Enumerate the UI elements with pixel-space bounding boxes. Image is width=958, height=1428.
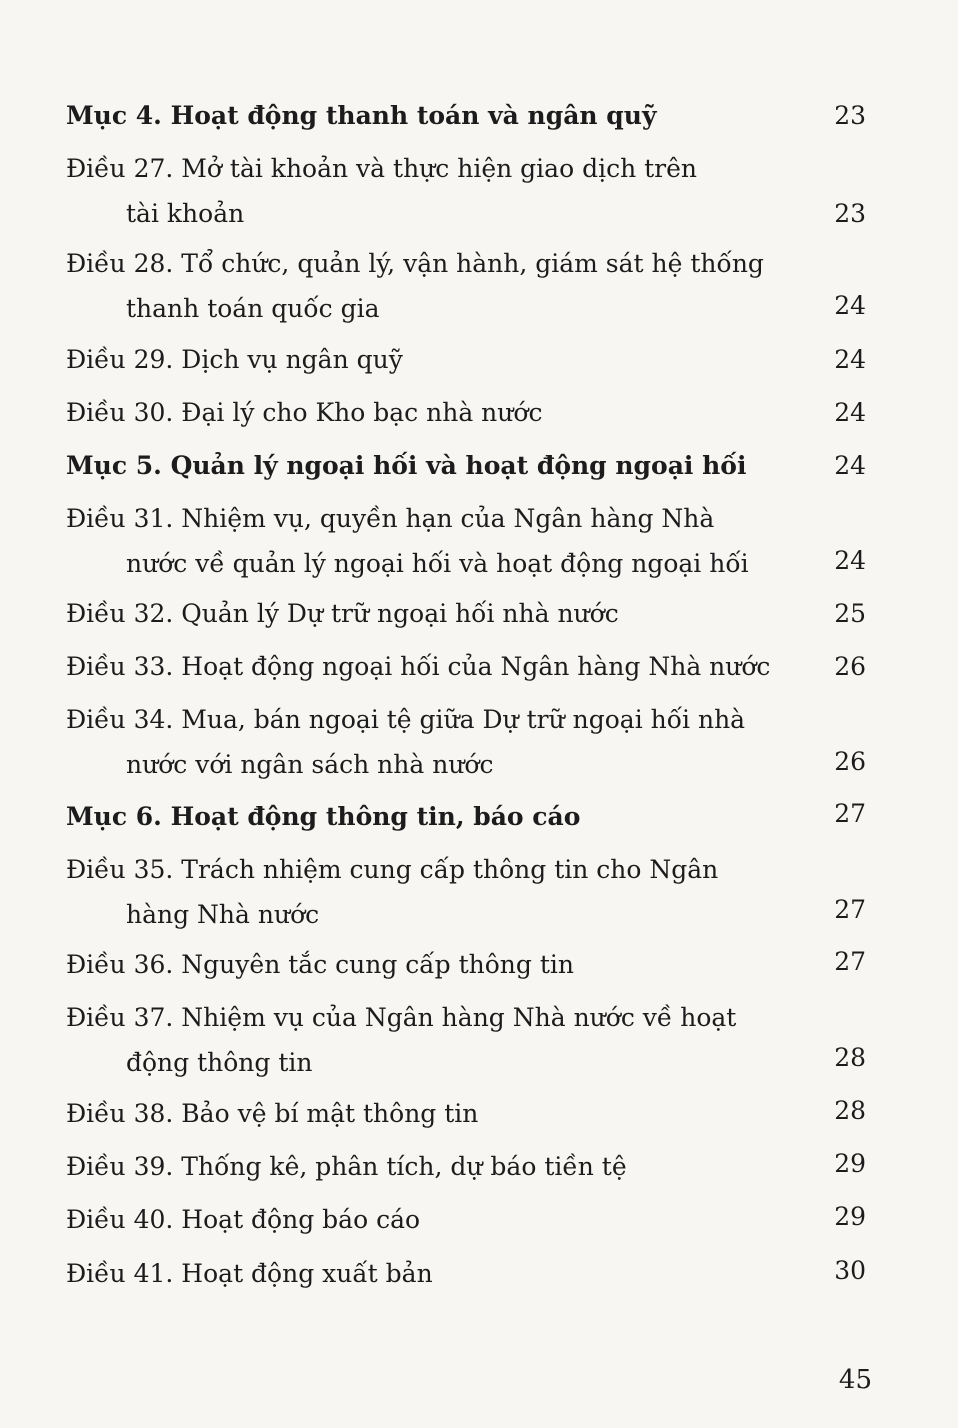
toc-entry-page: 23 bbox=[834, 199, 866, 228]
toc-entry-title: Điều 41. Hoạt động xuất bản bbox=[66, 1259, 433, 1288]
toc-entry-title-cont: hàng Nhà nước bbox=[126, 900, 320, 929]
toc-entry-title: Mục 5. Quản lý ngoại hối và hoạt động ngoại hối bbox=[66, 451, 747, 480]
toc-entry-page: 24 bbox=[834, 345, 866, 374]
toc-entry-title-cont: thanh toán quốc gia bbox=[126, 294, 380, 323]
toc-entry-title: Điều 30. Đại lý cho Kho bạc nhà nước bbox=[66, 398, 543, 427]
toc-entry-page: 27 bbox=[834, 947, 866, 976]
toc-entry-title: Điều 28. Tổ chức, quản lý, vận hành, giám sát hệ thống bbox=[66, 249, 764, 278]
toc-entry-title: Mục 4. Hoạt động thanh toán và ngân quỹ bbox=[66, 101, 657, 130]
toc-entry-page: 30 bbox=[834, 1256, 866, 1285]
toc-entry-page: 28 bbox=[834, 1043, 866, 1072]
toc-entry-title: Điều 40. Hoạt động báo cáo bbox=[66, 1205, 421, 1234]
toc-entry-title: Điều 33. Hoạt động ngoại hối của Ngân hàng Nhà nước bbox=[66, 652, 771, 681]
toc-entry-title-cont: tài khoản bbox=[126, 199, 245, 228]
toc-entry-title-cont: nước với ngân sách nhà nước bbox=[126, 750, 494, 779]
toc-entry-page: 25 bbox=[834, 599, 866, 628]
toc-entry-page: 27 bbox=[834, 799, 866, 828]
toc-entry-title: Điều 29. Dịch vụ ngân quỹ bbox=[66, 345, 403, 374]
toc-entry-page: 29 bbox=[834, 1149, 866, 1178]
toc-entry-page: 24 bbox=[834, 546, 866, 575]
toc-entry-title: Điều 31. Nhiệm vụ, quyền hạn của Ngân hàng Nhà bbox=[66, 504, 715, 533]
toc-entry-title: Điều 36. Nguyên tắc cung cấp thông tin bbox=[66, 950, 574, 979]
toc-entry-title: Điều 27. Mở tài khoản và thực hiện giao dịch trên bbox=[66, 154, 698, 183]
toc-entry-title: Điều 35. Trách nhiệm cung cấp thông tin cho Ngân bbox=[66, 855, 719, 884]
toc-entry-page: 28 bbox=[834, 1096, 866, 1125]
toc-entry-title: Điều 32. Quản lý Dự trữ ngoại hối nhà nước bbox=[66, 599, 619, 628]
toc-entry-title-cont: nước về quản lý ngoại hối và hoạt động ngoại hối bbox=[126, 549, 749, 578]
toc-entry-title-cont: động thông tin bbox=[126, 1048, 313, 1077]
toc-entry-title: Mục 6. Hoạt động thông tin, báo cáo bbox=[66, 802, 581, 831]
toc-entry-page: 29 bbox=[834, 1202, 866, 1231]
toc-entry-page: 24 bbox=[834, 451, 866, 480]
toc-entry-title: Điều 39. Thống kê, phân tích, dự báo tiền tệ bbox=[66, 1152, 627, 1181]
toc-entry-page: 26 bbox=[834, 747, 866, 776]
page-number: 45 bbox=[838, 1365, 872, 1395]
toc-entry-page: 27 bbox=[834, 895, 866, 924]
toc-entry-page: 23 bbox=[834, 101, 866, 130]
toc-entry-page: 24 bbox=[834, 398, 866, 427]
toc-entry-title: Điều 38. Bảo vệ bí mật thông tin bbox=[66, 1099, 479, 1128]
toc-entry-title: Điều 34. Mua, bán ngoại tệ giữa Dự trữ ngoại hối nhà bbox=[66, 705, 746, 734]
toc-entry-title: Điều 37. Nhiệm vụ của Ngân hàng Nhà nước về hoạt bbox=[66, 1003, 737, 1032]
toc-entry-page: 24 bbox=[834, 291, 866, 320]
toc-entry-page: 26 bbox=[834, 652, 866, 681]
